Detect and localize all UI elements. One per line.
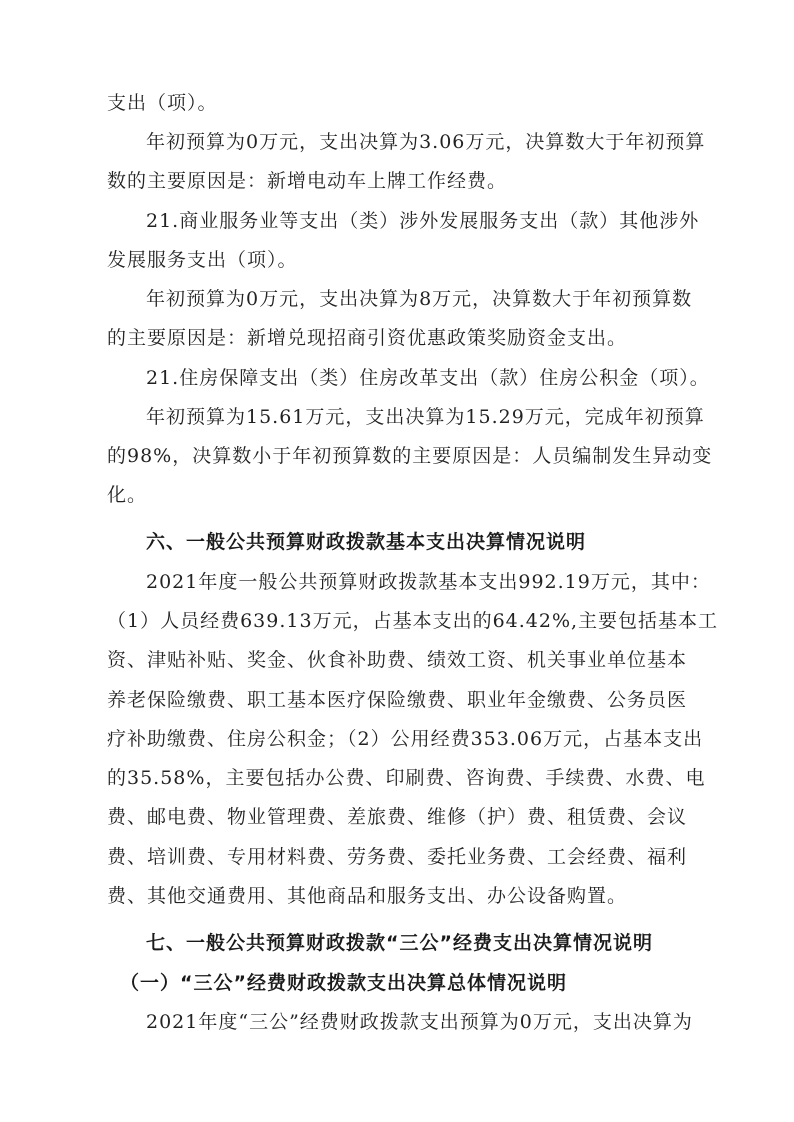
text-line: 21.商业服务业等支出（类）涉外发展服务支出（款）其他涉外 xyxy=(146,210,700,232)
text-line: 化。 xyxy=(107,484,148,506)
text-line: （1）人员经费639.13万元，占基本支出的64.42%,主要包括基本工 xyxy=(107,610,719,632)
text-line: 资、津贴补贴、奖金、伙食补助费、绩效工资、机关事业单位基本 xyxy=(107,649,688,671)
subsection-heading: （一）“三公”经费财政拨款支出决算总体情况说明 xyxy=(120,972,567,994)
text-line: 养老保险缴费、职工基本医疗保险缴费、职业年金缴费、公务员医 xyxy=(107,689,688,711)
text-line: 数的主要原因是：新增电动车上牌工作经费。 xyxy=(107,170,508,192)
section-heading-6: 六、一般公共预算财政拨款基本支出决算情况说明 xyxy=(146,531,587,553)
text-line: 年初预算为15.61万元，支出决算为15.29万元，完成年初预算 xyxy=(146,406,705,428)
text-line: 的98%，决算数小于年初预算数的主要原因是：人员编制发生异动变 xyxy=(107,445,713,467)
text-line: 的主要原因是：新增兑现招商引资优惠政策奖励资金支出。 xyxy=(107,327,628,349)
text-line: 发展服务支出（项）。 xyxy=(107,249,298,271)
text-line: 2021年度一般公共预算财政拨款基本支出992.19万元，其中： xyxy=(146,571,711,593)
text-line: 费、其他交通费用、其他商品和服务支出、办公设备购置。 xyxy=(107,885,628,907)
text-line: 费、邮电费、物业管理费、差旅费、维修（护）费、租赁费、会议 xyxy=(107,806,688,828)
text-line: 21.住房保障支出（类）住房改革支出（款）住房公积金（项）。 xyxy=(146,367,710,389)
section-heading-7: 七、一般公共预算财政拨款“三公”经费支出决算情况说明 xyxy=(146,932,653,954)
text-line: 疗补助缴费、住房公积金；（2）公用经费353.06万元，占基本支出 xyxy=(107,728,704,750)
text-line: 费、培训费、专用材料费、劳务费、委托业务费、工会经费、福利 xyxy=(107,846,688,868)
text-line: 年初预算为0万元，支出决算为3.06万元，决算数大于年初预算 xyxy=(146,131,706,153)
text-line: 2021年度“三公”经费财政拨款支出预算为0万元，支出决算为 xyxy=(146,1011,693,1033)
text-line: 的35.58%，主要包括办公费、印刷费、咨询费、手续费、水费、电 xyxy=(107,767,706,789)
text-line: 年初预算为0万元，支出决算为8万元，决算数大于年初预算数 xyxy=(146,288,693,310)
text-line: 支出（项）。 xyxy=(107,92,218,114)
